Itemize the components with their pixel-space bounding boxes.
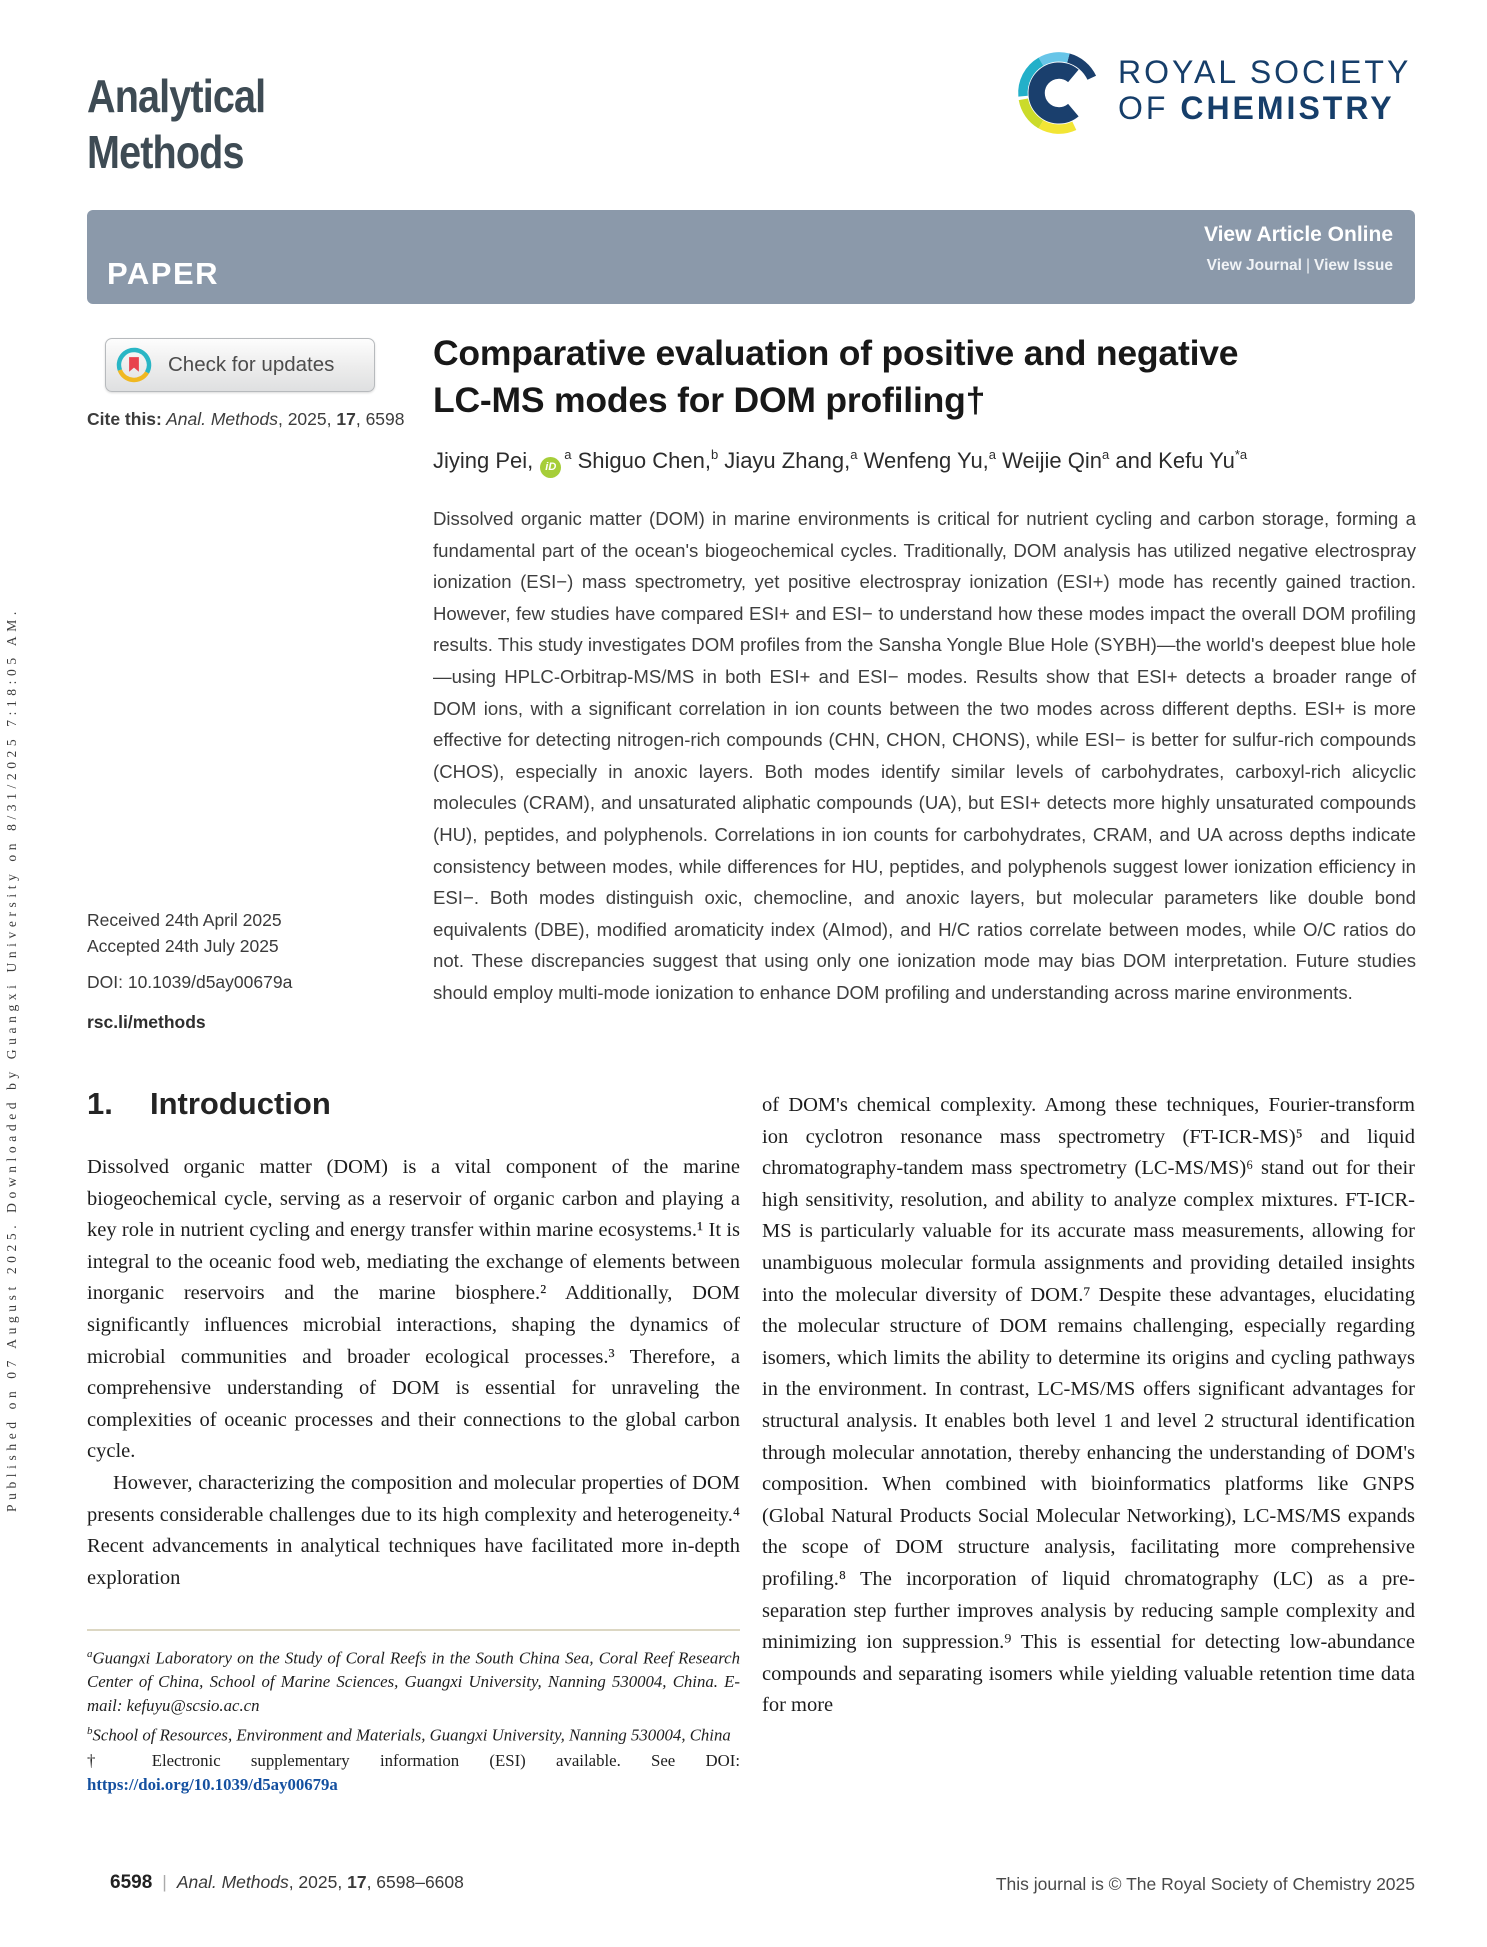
section-heading-introduction [87,1086,331,1122]
view-issue-link[interactable]: View Issue [1314,257,1393,274]
footnote-divider [87,1629,740,1631]
abstract-text: Dissolved organic matter (DOM) in marine environments is critical for nutrient cycling and carbon storage, forming a fundamental part of the ocean's biogeochemical cycles. Traditionally, DOM analysis has utilized negative electrospray ionization (ESI−) mass spectrometry, yet positive electrospray ionization (ESI+) mode has recently gained traction. However, few studies have compared ESI+ and ESI− to understand how these modes impact the overall DOM profiling results. This study investigates DOM profiles from the Sansha Yongle Blue Hole (SYBH)—the world's deepest blue hole—using HPLC-Orbitrap-MS/MS in both ESI+ and ESI− modes. Results show that ESI+ detects a broader range of DOM ions, with a significant correlation in ion counts between the two modes across different depths. ESI+ is more effective for detecting nitrogen-rich compounds (CHN, CHON, CHONS), while ESI− is better for sulfur-rich compounds (CHOS), especially in anoxic layers. Both modes identify similar levels of carbohydrates, carboxyl-rich alicyclic molecules (CRAM), and unsaturated aliphatic compounds (UA), but ESI+ detects more highly unsaturated compounds (HU), peptides, and polyphenols. Correlations in ion counts for carbohydrates, CRAM, and UA across depths indicate consistency between modes, while differences for HU, peptides, and polyphenols suggest lower ionization efficiency in ESI−. Both modes distinguish oxic, chemocline, and anoxic layers, but molecular parameters like double bond equivalents (DBE), modified aromaticity index (AImod), and H/C ratios correlate between modes, while O/C ratios do not. These discrepancies suggest that using only one ionization mode may bias DOM interpretation. Future studies should employ multi-mode ionization to enhance DOM profiling and understanding across marine environments. [433,508,1416,1003]
rsc-logo-text [1118,54,1411,126]
author-name: Jiying Pei, [433,448,534,473]
footnotes [87,1643,740,1799]
link-separator: | [1305,257,1311,274]
rsc-logo [1016,50,1418,140]
affiliation-b-marker: b [87,1724,93,1737]
intro-paragraph-continued: of DOM's chemical complexity. Among these techniques, Fourier-transform ion cyclotron resonance mass spectrometry (FT-ICR-MS)⁵ and liquid chromatography-tandem mass spectrometry (LC-MS/MS)⁶ stand out for their high sensitivity, resolution, and ability to analyze complex mixtures. FT-ICR-MS is particularly valuable for its accurate mass measurements, allowing for unambiguous molecular formula assignments and providing detailed insights into the molecular diversity of DOM.⁷ Despite these advantages, elucidating the molecular structure of DOM remains challenging, especially regarding isomers, which limits the ability to determine its origins and cycling pathways in the environment. In contrast, LC-MS/MS offers significant advantages for structural analysis. It enables both level 1 and level 2 structural identification through molecular annotation, thereby enhancing the understanding of DOM's composition. When combined with bioinformatics platforms like GNPS (Global Natural Products Social Molecular Networking), LC-MS/MS expands the scope of DOM structure analysis, facilitating more comprehensive profiling.⁸ The incorporation of liquid chromatography (LC) as a pre-separation step further improves analysis by reducing sample complexity and minimizing ion suppression.⁹ This is essential for detecting low-abundance compounds and separating isomers while yielding valuable retention time data for more [762,1094,1415,1717]
received-date: Received 24th April 2025 [87,910,282,930]
article-title-line1: Comparative evaluation of positive and negative [433,333,1239,373]
author-name: Wenfeng Yu, [857,448,989,473]
footer-copyright: This journal is © The Royal Society of Chemistry 2025 [995,1874,1415,1894]
esi-doi-link[interactable]: https://doi.org/10.1039/d5ay00679a [87,1775,338,1795]
paper-type-banner [87,210,1415,304]
author-affiliation-sup: *a [1234,447,1248,462]
author-name: and Kefu Yu [1109,448,1235,473]
author-name: Weijie Qin [996,448,1102,473]
footer-separator: | [162,1872,167,1892]
body-column-left [87,1152,740,1594]
footer-volume: 17 [347,1872,367,1892]
received-accepted-dates [87,907,282,959]
author-name: Jiayu Zhang, [718,448,851,473]
footer-page-number: 6598 [110,1872,153,1893]
footer-journal: Anal. Methods [176,1872,289,1892]
article-title [433,330,1433,424]
affiliation-b: $^b$School of Resources, Environment and Materials, Guangxi University, Nanning 530004, China [87,1724,731,1745]
cite-prefix: Cite this: [87,409,162,429]
journal-title-line2: Methods [87,126,244,178]
cite-volume: 17 [336,409,356,429]
journal-site-link[interactable]: rsc.li/methods [87,1012,206,1032]
check-for-updates-label: Check for updates [168,353,335,376]
author-affiliation-sup: a [564,447,572,462]
rsc-c-mark-icon [1016,50,1102,136]
author-name: Shiguo Chen, [571,448,711,473]
rsc-logo-line2: OF CHEMISTRY [1118,90,1395,126]
view-journal-link[interactable]: View Journal [1206,257,1302,274]
orcid-icon[interactable]: iD [540,457,561,478]
footer-citation: 6598 | Anal. Methods, 2025, 17, 6598–6608 [110,1872,464,1893]
author-affiliation-sup: a [850,447,858,462]
cite-page: 6598 [365,409,405,429]
citation-info: Cite this: Anal. Methods, 2025, 17, 6598 [87,409,405,429]
view-journal-issue-links [1207,257,1393,275]
body-column-right [762,1090,1415,1722]
affiliation-a-marker: a [87,1648,93,1660]
crossmark-icon [116,347,152,383]
view-article-online-link[interactable]: View Article Online [1203,223,1393,246]
section-number: 1. [87,1086,113,1121]
journal-title [87,68,265,180]
article-title-line2: LC-MS modes for DOM profiling† [433,380,986,420]
accepted-date: Accepted 24th July 2025 [87,936,279,956]
check-for-updates-button[interactable] [105,338,375,392]
cite-year: , 2025, [277,409,337,429]
paper-type-label: PAPER [107,256,220,291]
author-affiliation-sup: a [1102,447,1110,462]
author-list [433,447,1433,478]
intro-paragraph-1: Dissolved organic matter (DOM) is a vital component of the marine biogeochemical cycle, serving as a reservoir of organic carbon and playing a key role in nutrient cycling and energy transfer within marine ecosystems.¹ It is integral to the oceanic food web, mediating the exchange of elements between inorganic reservoirs and the marine biosphere.² Additionally, DOM significantly influences microbial interactions, shaping the dynamics of microbial communities and broader ecological processes.³ Therefore, a comprehensive understanding of DOM is essential for unraveling the complexities of oceanic processes and their connections to the global carbon cycle. [87,1156,740,1463]
intro-paragraph-2: However, characterizing the composition and molecular properties of DOM presents considerable challenges due to its high complexity and heterogeneity.⁴ Recent advancements in analytical techniques have facilitated more in-depth exploration [87,1471,740,1589]
author-affiliation-sup: b [710,447,719,462]
esi-footnote: † Electronic supplementary information (ESI) available. See DOI: https://doi.org/10.1039/d5ay00679a [87,1751,740,1795]
author-affiliation-sup: a [988,447,997,462]
cite-journal: Anal. Methods [161,409,278,429]
download-stamp: Published on 07 August 2025. Downloaded by Guangxi University on 8/31/2025 7:18:05 AM. [4,607,19,1512]
footer-page-range: , 6598–6608 [366,1872,464,1892]
rsc-logo-line1: ROYAL SOCIETY [1118,54,1412,90]
section-title: Introduction [150,1086,331,1121]
journal-title-line1: Analytical [87,70,266,122]
doi-text: DOI: 10.1039/d5ay00679a [87,972,293,992]
affiliation-a: $^a$Guangxi Laboratory on the Study of Coral Reefs in the South China Sea, Coral Reef Research Center of China, School of Marine Sciences, Guangxi University, Nanning 530004, China. E-mail: kefuyu@scsio.ac.cn [87,1648,740,1716]
